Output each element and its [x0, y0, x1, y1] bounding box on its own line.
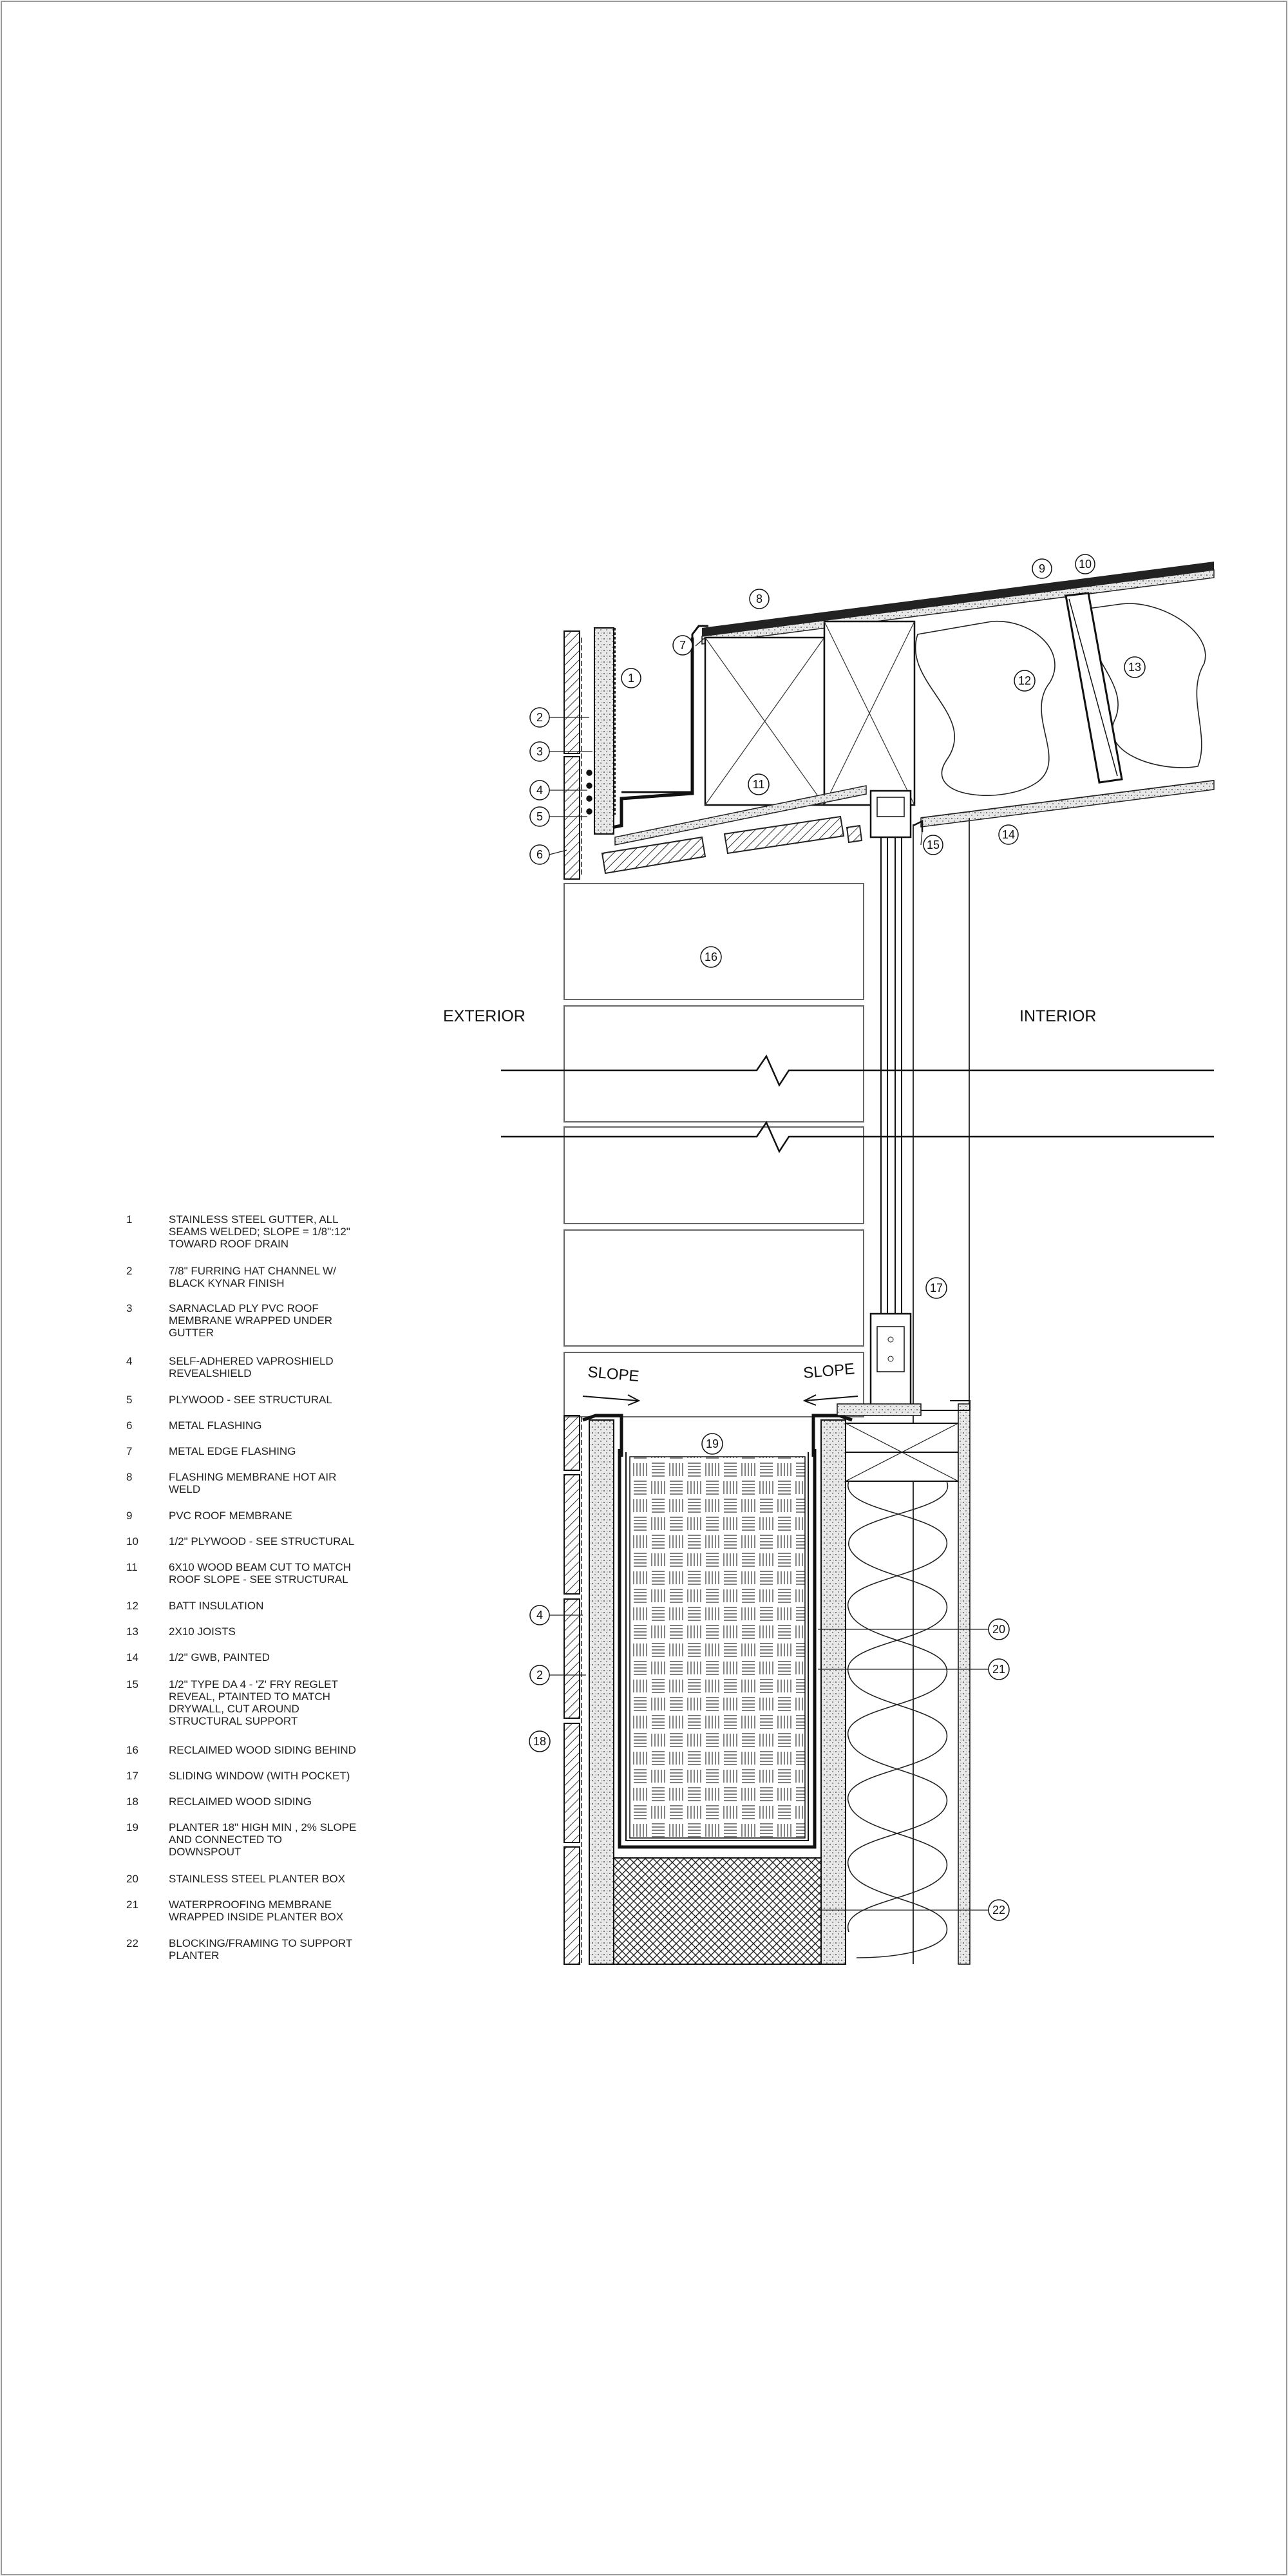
tag-6: [530, 845, 549, 864]
planter-assembly: [564, 1401, 970, 1964]
svg-text:7: 7: [679, 639, 687, 652]
legend-text-12: BATT INSULATION: [169, 1600, 264, 1612]
legend-text-22: BLOCKING/FRAMING TO SUPPORT PLANTER: [169, 1937, 353, 1962]
legend-num-15: 15: [126, 1678, 138, 1690]
tag-3: [530, 742, 549, 761]
svg-text:6: 6: [536, 848, 544, 861]
legend-text-4: SELF-ADHERED VAPROSHIELD REVEALSHIELD: [169, 1355, 334, 1379]
legend-text-14: 1/2" GWB, PAINTED: [169, 1651, 270, 1663]
legend-num-5: 5: [126, 1394, 133, 1406]
svg-text:22: 22: [992, 1904, 1006, 1917]
svg-text:18: 18: [533, 1735, 547, 1748]
legend-num-14: 14: [126, 1651, 138, 1663]
svg-text:2: 2: [536, 1669, 544, 1681]
tag-13: [1124, 657, 1145, 677]
svg-text:3: 3: [536, 745, 544, 758]
legend-text-2: 7/8" FURRING HAT CHANNEL W/ BLACK KYNAR FINISH: [169, 1265, 336, 1289]
legend-num-21: 21: [126, 1899, 138, 1911]
legend-num-10: 10: [126, 1535, 138, 1548]
svg-text:4: 4: [536, 1609, 544, 1622]
tag-15: [923, 835, 943, 855]
tag-4b: [530, 1605, 549, 1625]
legend-text-18: RECLAIMED WOOD SIDING: [169, 1795, 312, 1808]
legend-num-4: 4: [126, 1355, 133, 1367]
legend-text-3: SARNACLAD PLY PVC ROOF MEMBRANE WRAPPED UNDER GUTTER: [169, 1302, 333, 1339]
legend-num-8: 8: [126, 1471, 133, 1483]
legend-num-11: 11: [126, 1561, 138, 1573]
legend-text-19: PLANTER 18" HIGH MIN , 2% SLOPE AND CONNECTED TO DOWNSPOUT: [169, 1821, 357, 1858]
svg-text:17: 17: [929, 1282, 943, 1294]
tag-7: [673, 636, 692, 655]
svg-text:8: 8: [755, 592, 763, 605]
svg-text:4: 4: [536, 784, 544, 797]
legend-num-22: 22: [126, 1937, 138, 1949]
legend-num-19: 19: [126, 1821, 138, 1833]
legend-num-18: 18: [126, 1795, 138, 1808]
legend-text-5: PLYWOOD - SEE STRUCTURAL: [169, 1394, 332, 1406]
tag-18: [529, 1731, 550, 1752]
legend-text-15: 1/2" TYPE DA 4 - 'Z' FRY REGLET REVEAL, PTAINTED TO MATCH DRYWALL, CUT AROUND STRUCTURAL SUPPORT: [169, 1678, 338, 1727]
tag-12: [1014, 670, 1035, 691]
tag-17: [926, 1278, 947, 1298]
tag-20: [989, 1619, 1009, 1640]
legend-num-7: 7: [126, 1445, 133, 1457]
tag-14: [999, 825, 1018, 844]
svg-text:1: 1: [627, 672, 635, 685]
svg-text:5: 5: [536, 810, 544, 823]
exterior-label: EXTERIOR: [443, 1007, 526, 1025]
legend-text-11: 6X10 WOOD BEAM CUT TO MATCH ROOF SLOPE - SEE STRUCTURAL: [169, 1561, 352, 1586]
legend-num-20: 20: [126, 1873, 138, 1885]
legend-num-1: 1: [126, 1213, 133, 1226]
svg-text:11: 11: [752, 778, 765, 791]
tag-22: [989, 1900, 1009, 1920]
tag-8: [750, 589, 769, 609]
legend-text-1: STAINLESS STEEL GUTTER, ALL SEAMS WELDED; SLOPE = 1/8":12" TOWARD ROOF DRAIN: [169, 1213, 350, 1250]
tag-5: [530, 807, 549, 826]
siding-upper-1: [564, 631, 580, 753]
tag-2b: [530, 1665, 549, 1685]
legend-num-13: 13: [126, 1625, 138, 1638]
legend-text-6: METAL FLASHING: [169, 1419, 262, 1432]
tag-21: [989, 1659, 1009, 1680]
slope-label-right: SLOPE: [802, 1360, 856, 1382]
svg-text:14: 14: [1001, 828, 1016, 841]
tag-16: [701, 947, 721, 967]
legend-num-17: 17: [126, 1770, 138, 1782]
svg-text:15: 15: [926, 838, 940, 851]
legend-text-9: PVC ROOF MEMBRANE: [169, 1510, 292, 1522]
legend-num-2: 2: [126, 1265, 133, 1277]
svg-text:2: 2: [536, 711, 544, 724]
slope-label-left: SLOPE: [587, 1363, 640, 1385]
svg-text:16: 16: [704, 951, 718, 963]
legend-text-8: FLASHING MEMBRANE HOT AIR WELD: [169, 1471, 337, 1495]
interior-label: INTERIOR: [1019, 1007, 1097, 1025]
tag-11: [748, 774, 769, 795]
svg-text:21: 21: [992, 1663, 1006, 1676]
svg-text:13: 13: [1128, 661, 1142, 674]
legend-text-7: METAL EDGE FLASHING: [169, 1445, 296, 1457]
legend-num-3: 3: [126, 1302, 133, 1314]
svg-text:9: 9: [1038, 562, 1046, 575]
svg-text:20: 20: [992, 1623, 1006, 1636]
tag-19: [702, 1434, 723, 1454]
legend-num-6: 6: [126, 1419, 133, 1432]
gutter: [594, 626, 708, 834]
tag-4a: [530, 781, 549, 800]
siding-upper-2: [564, 757, 580, 879]
legend-num-12: 12: [126, 1600, 138, 1612]
svg-text:10: 10: [1078, 558, 1092, 571]
tag-1: [621, 668, 641, 688]
tag-10: [1075, 554, 1095, 574]
legend-text-17: SLIDING WINDOW (WITH POCKET): [169, 1770, 350, 1782]
tag-9: [1032, 559, 1052, 578]
legend-text-20: STAINLESS STEEL PLANTER BOX: [169, 1873, 345, 1885]
legend-num-9: 9: [126, 1510, 133, 1522]
tag-2a: [530, 708, 549, 727]
legend-num-16: 16: [126, 1744, 138, 1756]
svg-text:19: 19: [705, 1437, 719, 1450]
legend-text-16: RECLAIMED WOOD SIDING BEHIND: [169, 1744, 356, 1756]
svg-text:12: 12: [1018, 674, 1032, 687]
legend-text-21: WATERPROOFING MEMBRANE WRAPPED INSIDE PLANTER BOX: [169, 1899, 344, 1923]
legend-text-10: 1/2" PLYWOOD - SEE STRUCTURAL: [169, 1535, 355, 1548]
legend-text-13: 2X10 JOISTS: [169, 1625, 236, 1638]
